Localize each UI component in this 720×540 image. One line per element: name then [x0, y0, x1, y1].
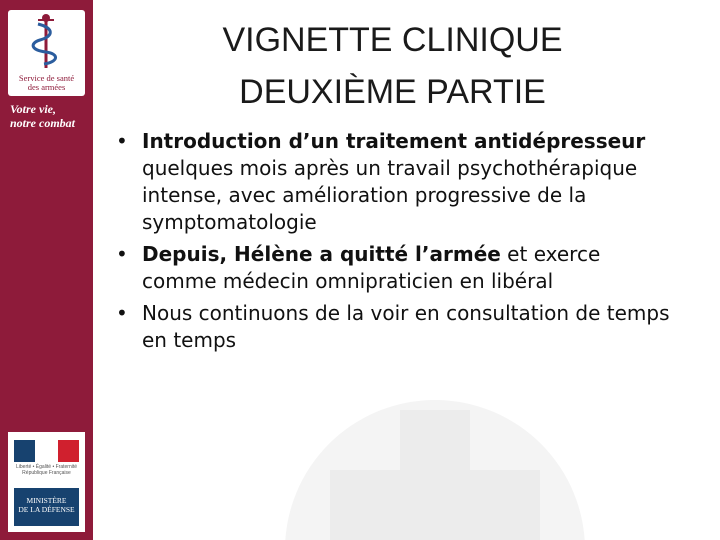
- bullet-text: Nous continuons de la voir en consultation de temps en temps: [142, 301, 670, 352]
- slogan-line2: notre combat: [10, 116, 75, 130]
- bullet-icon: •: [116, 301, 128, 325]
- background-cross-watermark: [270, 360, 600, 540]
- slide-title-line1: VIGNETTE CLINIQUE: [222, 21, 563, 59]
- bullet-item: [110, 128, 670, 236]
- bullet-text: et exerce comme médecin omnipraticien en libéral: [142, 242, 601, 293]
- republic-text: République Française: [22, 470, 71, 476]
- republique-text: [12, 464, 81, 476]
- french-flag-icon: [14, 440, 79, 462]
- bullet-bold-text: Depuis, Hélène a quitté l’armée: [142, 242, 501, 266]
- service-de-sante-logo: [8, 10, 85, 96]
- logo-text: [10, 74, 83, 92]
- bullet-item: [110, 241, 670, 295]
- ministry-line2: DE LA DÉFENSE: [18, 505, 75, 514]
- caduceus-icon: [8, 10, 85, 74]
- logo-text-line1: Service de santé: [18, 73, 75, 83]
- bullet-text: quelques mois après un travail psychothérapique intense, avec amélioration progressive de la symptomatologie: [142, 156, 638, 234]
- logo-text-line2: des armées: [27, 82, 66, 92]
- bullet-icon: •: [116, 242, 128, 266]
- slide-title-line2: DEUXIÈME PARTIE: [239, 73, 546, 111]
- bullet-item: [110, 300, 670, 354]
- slogan-line1: Votre vie,: [10, 102, 56, 116]
- ministry-logo: [8, 432, 85, 532]
- slogan: [10, 102, 92, 130]
- motto-text: Liberté • Égalité • Fraternité: [15, 464, 78, 470]
- ministry-label-box: [14, 488, 79, 526]
- ministry-line1: MINISTÈRE: [26, 496, 67, 505]
- bullet-icon: •: [116, 129, 128, 153]
- sidebar: [0, 0, 93, 540]
- ministry-text: [16, 496, 77, 514]
- bullet-list: [110, 128, 670, 359]
- bullet-bold-text: Introduction d’un traitement antidépresseur: [142, 129, 646, 153]
